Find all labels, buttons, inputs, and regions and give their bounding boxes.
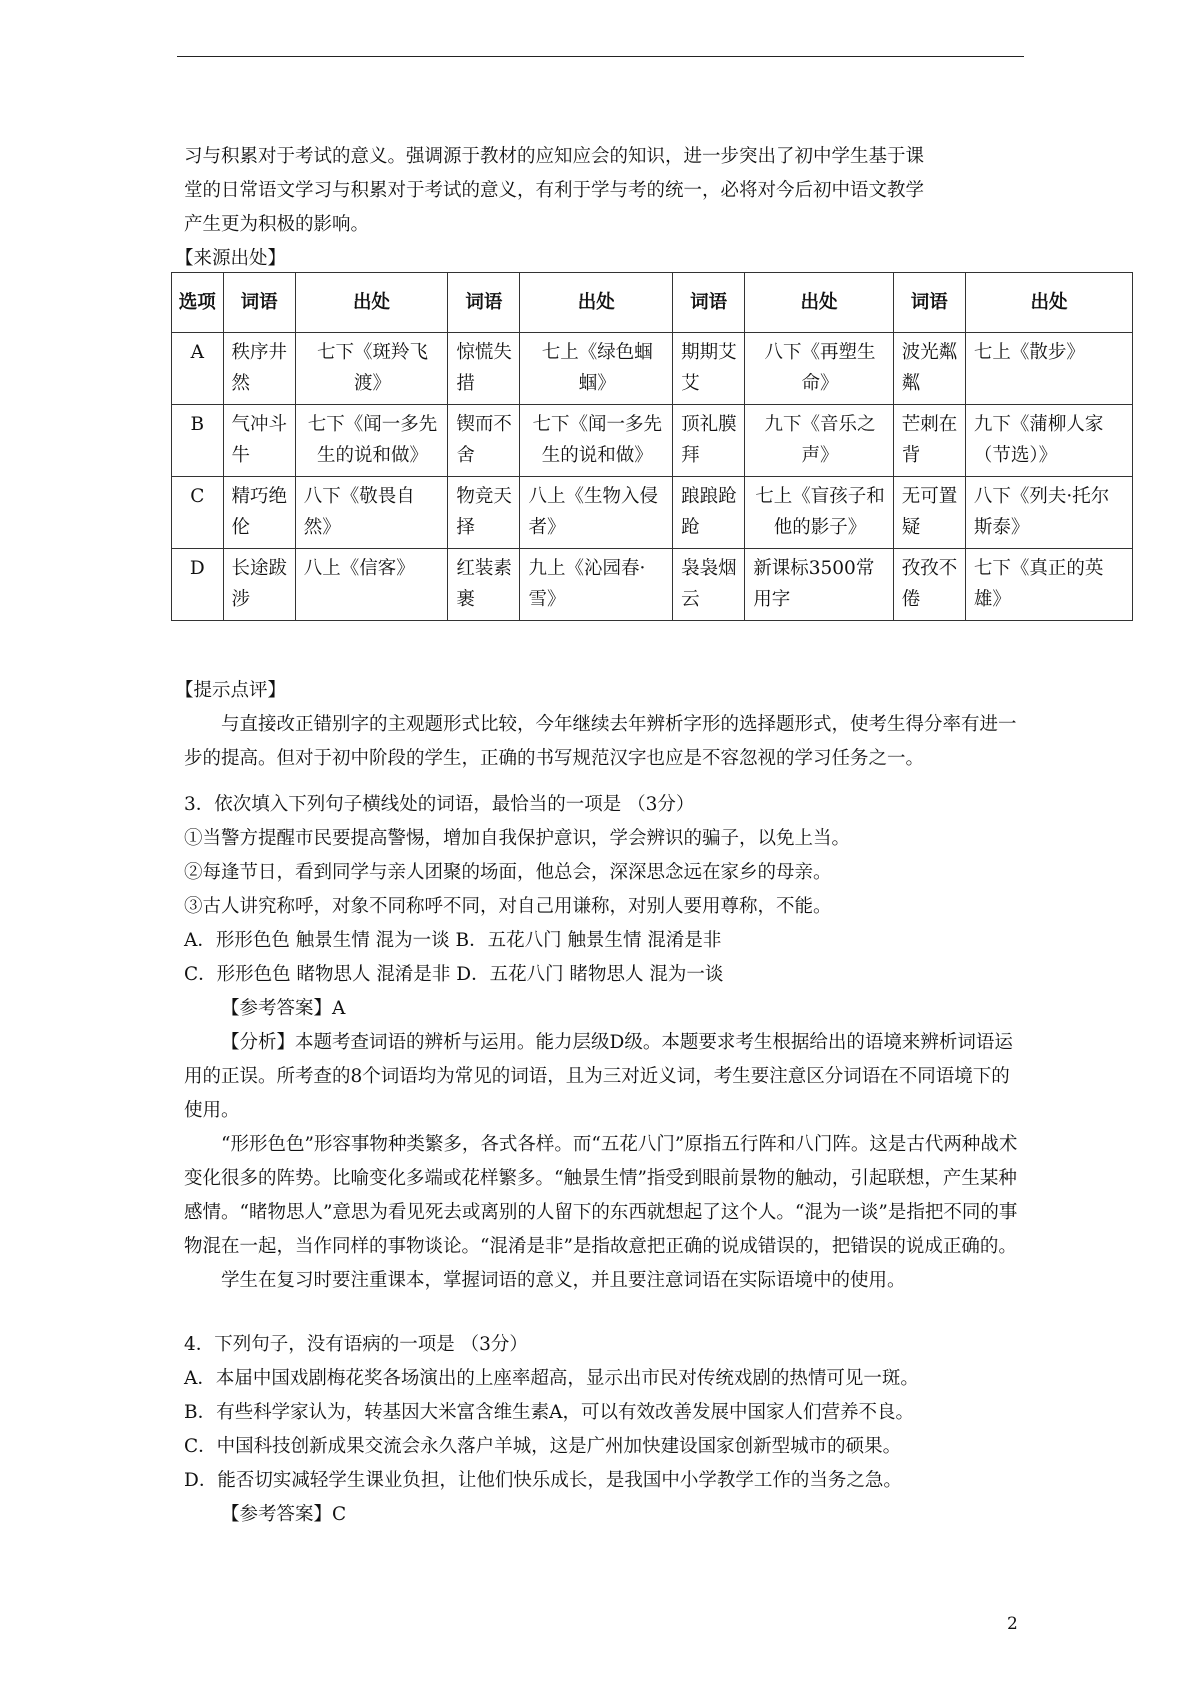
table-header-cell: 出处 [965, 273, 1132, 333]
table-header-cell: 词语 [223, 273, 295, 333]
source-cell: 七上《绿色蝈蝈》 [520, 333, 673, 405]
table-header-cell: 出处 [745, 273, 893, 333]
source-cell: 七下《闻一多先生的说和做》 [520, 405, 673, 477]
q3-analysis-paragraph: “形形色色”形容事物种类繁多，各式各样。而“五花八门”原指五行阵和八门阵。这是古代两种战术变化很多的阵势。比喻变化多端或花样繁多。“触景生情”指受到眼前景物的触动，引起联想，产生某种感情。“睹物思人”意思为看见死去或离别的人留下的东西就想起了这个人。“混为一谈”是指把不同的事物混在一起，当作同样的事物谈论。“混淆是非”是指故意把正确的说成错误的，把错误的说成正确的。 [184, 1134, 1018, 1257]
q3-option-line: A．形形色色 触景生情 混为一谈 B．五花八门 触景生情 混淆是非 [184, 930, 722, 951]
source-cell: 新课标3500常用字 [745, 549, 893, 621]
word-cell: 精巧绝伦 [223, 477, 295, 549]
table-row [172, 477, 1133, 549]
word-cell: 芒刺在背 [893, 405, 965, 477]
table-header-cell: 词语 [448, 273, 520, 333]
word-cell: 顶礼膜拜 [673, 405, 745, 477]
intro-line: 堂的日常语文学习与积累对于考试的意义，有利于学与考的统一，必将对今后初中语文教学 [184, 180, 925, 201]
word-cell: 期期艾艾 [673, 333, 745, 405]
option-cell: D [172, 549, 224, 621]
q3-stem: 3．依次填入下列句子横线处的词语，最恰当的一项是 （3分） [184, 794, 695, 815]
word-cell: 锲而不舍 [448, 405, 520, 477]
q4-option: A．本届中国戏剧梅花奖各场演出的上座率超高，显示出市民对传统戏剧的热情可见一斑。 [184, 1368, 919, 1389]
q3-analysis-paragraph: 【分析】本题考查词语的辨析与运用。能力层级D级。本题要求考生根据给出的语境来辨析词语运用的正误。所考查的8个词语均为常见的词语，且为三对近义词，考生要注意区分词语在不同语境下的使用。 [184, 1032, 1013, 1121]
source-cell: 七下《真正的英雄》 [965, 549, 1132, 621]
header-rule [177, 56, 1024, 57]
q3-analysis-paragraph: 学生在复习时要注重课本，掌握词语的意义，并且要注意词语在实际语境中的使用。 [221, 1270, 906, 1291]
word-cell: 袅袅烟云 [673, 549, 745, 621]
word-cell: 波光粼粼 [893, 333, 965, 405]
q4-option: C．中国科技创新成果交流会永久落户羊城，这是广州加快建设国家创新型城市的硕果。 [184, 1436, 902, 1457]
option-cell: A [172, 333, 224, 405]
word-cell: 无可置疑 [893, 477, 965, 549]
table-header-cell: 词语 [673, 273, 745, 333]
source-table [171, 272, 1133, 621]
tips-heading: 【提示点评】 [175, 680, 287, 701]
word-cell: 踉踉跄跄 [673, 477, 745, 549]
source-cell: 八下《敬畏自然》 [295, 477, 448, 549]
q4-stem: 4．下列句子，没有语病的一项是 （3分） [184, 1334, 528, 1355]
q4-option: D．能否切实减轻学生课业负担，让他们快乐成长，是我国中小学教学工作的当务之急。 [184, 1470, 902, 1491]
table-header-cell: 出处 [295, 273, 448, 333]
q3-sentence: ③古人讲究称呼，对象不同称呼不同，对自己用谦称，对别人要用尊称，不能。 [184, 896, 832, 917]
word-cell: 气冲斗牛 [223, 405, 295, 477]
word-cell: 红装素裹 [448, 549, 520, 621]
table-header-cell: 出处 [520, 273, 673, 333]
q4-option: B．有些科学家认为，转基因大米富含维生素A，可以有效改善发展中国家人们营养不良。 [184, 1402, 914, 1423]
source-cell: 八上《生物入侵者》 [520, 477, 673, 549]
source-cell: 九下《音乐之声》 [745, 405, 893, 477]
table-row [172, 333, 1133, 405]
source-cell: 八上《信客》 [295, 549, 448, 621]
intro-block [175, 140, 1024, 276]
tips-paragraph: 与直接改正错别字的主观题形式比较，今年继续去年辨析字形的选择题形式，使考生得分率有进一步的提高。但对于初中阶段的学生，正确的书写规范汉字也应是不容忽视的学习任务之一。 [184, 714, 1017, 769]
q3-sentence: ①当警方提醒市民要提高警惕，增加自我保护意识，学会辨识的骗子，以免上当。 [184, 828, 851, 849]
table-header-row [172, 273, 1133, 333]
spacer [184, 776, 1024, 788]
intro-line: 产生更为积极的影响。 [184, 214, 370, 235]
source-cell: 七上《散步》 [965, 333, 1132, 405]
body-section [175, 674, 1024, 1532]
source-cell: 九上《沁园春·雪》 [520, 549, 673, 621]
table-header-cell: 选项 [172, 273, 224, 333]
table-row [172, 405, 1133, 477]
table-header-cell: 词语 [893, 273, 965, 333]
word-cell: 物竞天择 [448, 477, 520, 549]
option-cell: B [172, 405, 224, 477]
word-cell: 惊慌失措 [448, 333, 520, 405]
table-row [172, 549, 1133, 621]
source-cell: 八下《再塑生命》 [745, 333, 893, 405]
intro-line: 习与积累对于考试的意义。强调源于教材的应知应会的知识，进一步突出了初中学生基于课 [184, 146, 925, 167]
source-cell: 八下《列夫·托尔斯泰》 [965, 477, 1132, 549]
page-number: 2 [1007, 1614, 1018, 1634]
source-cell: 九下《蒲柳人家（节选）》 [965, 405, 1132, 477]
word-cell: 秩序井然 [223, 333, 295, 405]
source-cell: 七下《斑羚飞渡》 [295, 333, 448, 405]
source-cell: 七上《盲孩子和他的影子》 [745, 477, 893, 549]
word-cell: 孜孜不倦 [893, 549, 965, 621]
q4-answer: 【参考答案】C [221, 1504, 347, 1525]
q3-option-line: C．形形色色 睹物思人 混淆是非 D．五花八门 睹物思人 混为一谈 [184, 964, 724, 985]
source-cell: 七下《闻一多先生的说和做》 [295, 405, 448, 477]
spacer [184, 1298, 1024, 1328]
word-cell: 长途跋涉 [223, 549, 295, 621]
q3-answer: 【参考答案】A [221, 998, 346, 1019]
q3-sentence: ②每逢节日，看到同学与亲人团聚的场面，他总会，深深思念远在家乡的母亲。 [184, 862, 832, 883]
option-cell: C [172, 477, 224, 549]
source-heading: 【来源出处】 [175, 248, 287, 269]
